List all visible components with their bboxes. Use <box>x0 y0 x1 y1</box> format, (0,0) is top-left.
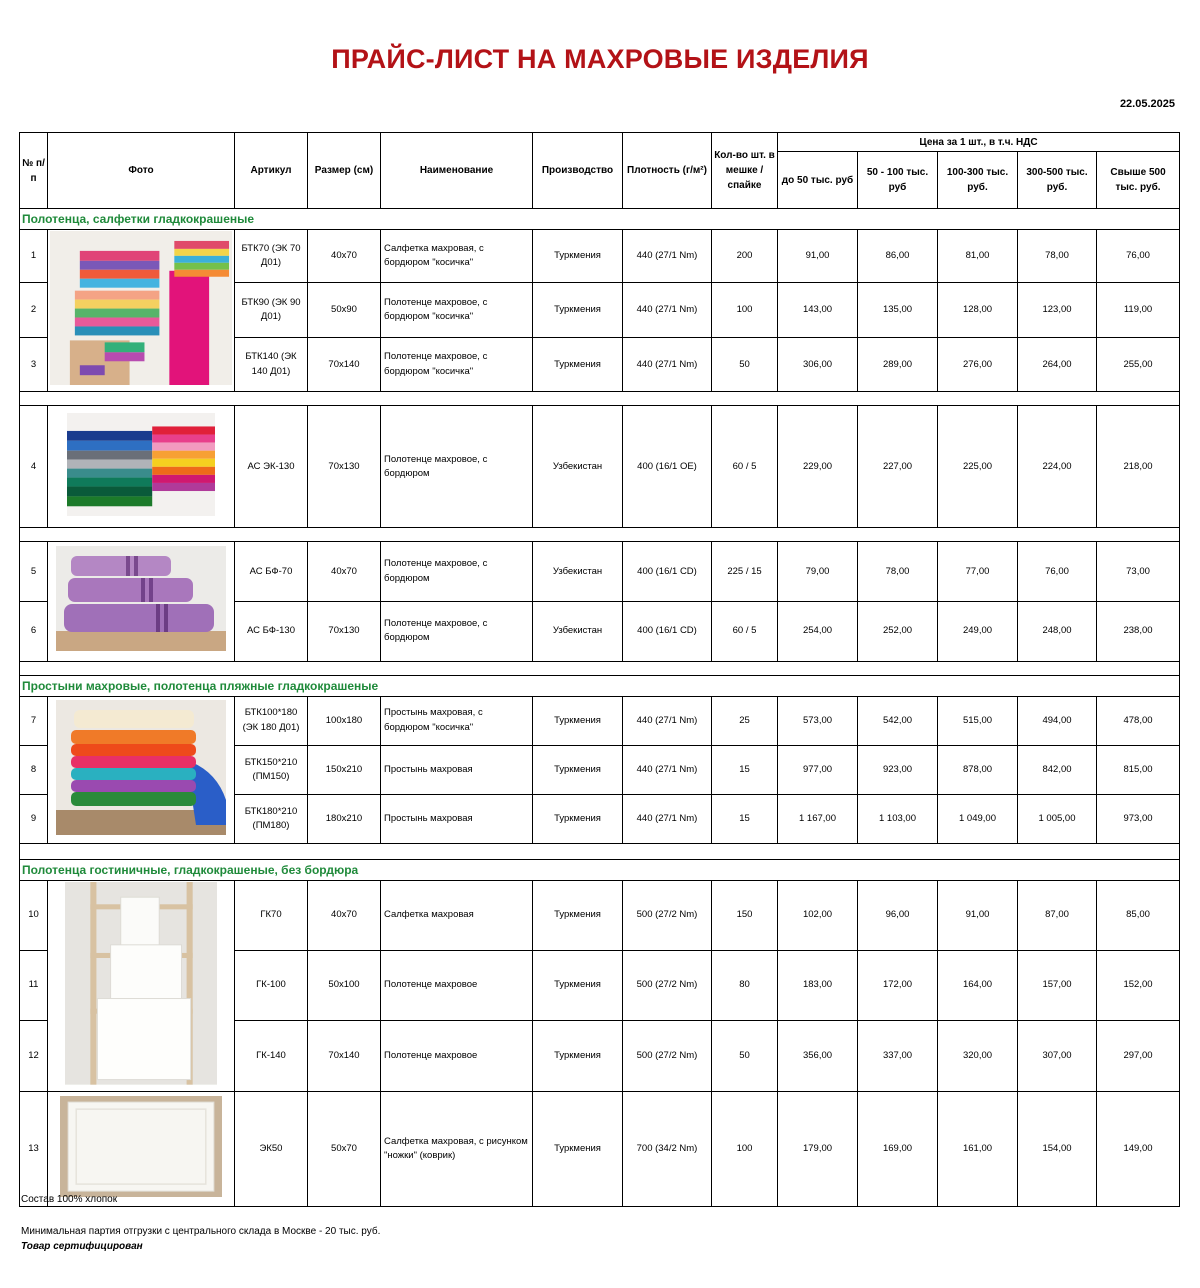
product-name: Салфетка махровая, с бордюром "косичка" <box>381 230 533 283</box>
production-country: Туркмения <box>533 230 623 283</box>
price-100-300k: 164,00 <box>938 950 1018 1021</box>
price-300-500k: 87,00 <box>1018 880 1097 950</box>
price-50-100k: 289,00 <box>858 337 938 391</box>
price-up-to-50k: 229,00 <box>778 406 858 528</box>
price-up-to-50k: 977,00 <box>778 745 858 794</box>
pack-quantity: 100 <box>712 1091 778 1207</box>
density: 440 (27/1 Nm) <box>623 337 712 391</box>
product-name: Полотенце махровое <box>381 950 533 1021</box>
production-country: Туркмения <box>533 1021 623 1092</box>
product-name: Полотенце махровое <box>381 1021 533 1092</box>
price-up-to-50k: 356,00 <box>778 1021 858 1092</box>
certified-note: Товар сертифицирован <box>21 1241 143 1252</box>
size: 100х180 <box>308 696 381 745</box>
row-number: 4 <box>20 406 48 528</box>
article: БТК70 (ЭК 70 Д01) <box>235 230 308 283</box>
density: 440 (27/1 Nm) <box>623 794 712 843</box>
header-num: № п/п <box>20 133 48 209</box>
price-100-300k: 91,00 <box>938 880 1018 950</box>
price-over-500k: 238,00 <box>1097 602 1180 662</box>
towel-rack-photo-icon <box>65 882 217 1085</box>
price-up-to-50k: 573,00 <box>778 696 858 745</box>
product-name: Полотенце махровое, с бордюром "косичка" <box>381 283 533 337</box>
production-country: Туркмения <box>533 696 623 745</box>
price-over-500k: 255,00 <box>1097 337 1180 391</box>
price-100-300k: 1 049,00 <box>938 794 1018 843</box>
price-over-500k: 73,00 <box>1097 542 1180 602</box>
row-number: 7 <box>20 696 48 745</box>
product-name: Простынь махровая <box>381 745 533 794</box>
price-up-to-50k: 143,00 <box>778 283 858 337</box>
header-photo: Фото <box>48 133 235 209</box>
size: 150х210 <box>308 745 381 794</box>
price-100-300k: 515,00 <box>938 696 1018 745</box>
density: 400 (16/1 OE) <box>623 406 712 528</box>
density: 400 (16/1 CD) <box>623 542 712 602</box>
table-row <box>20 230 1180 283</box>
price-over-500k: 119,00 <box>1097 283 1180 337</box>
pack-quantity: 60 / 5 <box>712 602 778 662</box>
price-300-500k: 123,00 <box>1018 283 1097 337</box>
min-order-note: Минимальная партия отгрузки с центрального склада в Москве - 20 тыс. руб. <box>21 1226 381 1237</box>
price-up-to-50k: 79,00 <box>778 542 858 602</box>
price-date: 22.05.2025 <box>1119 98 1175 110</box>
price-up-to-50k: 179,00 <box>778 1091 858 1207</box>
row-number: 13 <box>20 1091 48 1207</box>
price-300-500k: 494,00 <box>1018 696 1097 745</box>
section-title: Полотенца гостиничные, гладкокрашеные, без бордюра <box>20 859 1180 880</box>
spacer-row <box>20 661 1180 675</box>
header-density: Плотность (г/м²) <box>623 133 712 209</box>
product-photo-lilac-towels <box>48 542 235 661</box>
header-name: Наименование <box>381 133 533 209</box>
article: БТК100*180 (ЭК 180 Д01) <box>235 696 308 745</box>
price-50-100k: 227,00 <box>858 406 938 528</box>
size: 180х210 <box>308 794 381 843</box>
size: 40х70 <box>308 542 381 602</box>
price-300-500k: 248,00 <box>1018 602 1097 662</box>
product-photo-bath-sheets <box>48 696 235 843</box>
header-article: Артикул <box>235 133 308 209</box>
product-name: Салфетка махровая, с рисунком "ножки" (коврик) <box>381 1091 533 1207</box>
price-up-to-50k: 1 167,00 <box>778 794 858 843</box>
pack-quantity: 25 <box>712 696 778 745</box>
section-title: Простыни махровые, полотенца пляжные гладкокрашеные <box>20 675 1180 696</box>
production-country: Узбекистан <box>533 406 623 528</box>
lilac-towels-photo-icon <box>56 546 226 651</box>
production-country: Туркмения <box>533 1091 623 1207</box>
header-price-3: 100-300 тыс. руб. <box>938 152 1018 209</box>
article: ГК-140 <box>235 1021 308 1092</box>
price-over-500k: 297,00 <box>1097 1021 1180 1092</box>
price-300-500k: 157,00 <box>1018 950 1097 1021</box>
price-100-300k: 878,00 <box>938 745 1018 794</box>
density: 500 (27/2 Nm) <box>623 950 712 1021</box>
row-number: 8 <box>20 745 48 794</box>
article: БТК180*210 (ПМ180) <box>235 794 308 843</box>
production-country: Узбекистан <box>533 602 623 662</box>
price-300-500k: 842,00 <box>1018 745 1097 794</box>
row-number: 1 <box>20 230 48 283</box>
row-number: 11 <box>20 950 48 1021</box>
product-name: Полотенце махровое, с бордюром <box>381 406 533 528</box>
header-price-2: 50 - 100 тыс. руб <box>858 152 938 209</box>
price-100-300k: 77,00 <box>938 542 1018 602</box>
price-over-500k: 218,00 <box>1097 406 1180 528</box>
size: 50х70 <box>308 1091 381 1207</box>
price-50-100k: 135,00 <box>858 283 938 337</box>
row-number: 5 <box>20 542 48 602</box>
pack-quantity: 15 <box>712 745 778 794</box>
price-over-500k: 149,00 <box>1097 1091 1180 1207</box>
price-100-300k: 128,00 <box>938 283 1018 337</box>
price-up-to-50k: 102,00 <box>778 880 858 950</box>
towel-rows-photo-icon <box>67 413 215 516</box>
product-name: Полотенце махровое, с бордюром "косичка" <box>381 337 533 391</box>
product-name: Полотенце махровое, с бордюром <box>381 602 533 662</box>
table-row <box>20 542 1180 602</box>
price-50-100k: 923,00 <box>858 745 938 794</box>
density: 700 (34/2 Nm) <box>623 1091 712 1207</box>
production-country: Туркмения <box>533 337 623 391</box>
price-50-100k: 337,00 <box>858 1021 938 1092</box>
header-size: Размер (см) <box>308 133 381 209</box>
table-row <box>20 406 1180 528</box>
price-100-300k: 225,00 <box>938 406 1018 528</box>
header-price-5: Свыше 500 тыс. руб. <box>1097 152 1180 209</box>
header-price-group: Цена за 1 шт., в т.ч. НДС <box>778 133 1180 152</box>
article: БТК140 (ЭК 140 Д01) <box>235 337 308 391</box>
spacer-row <box>20 392 1180 406</box>
price-50-100k: 172,00 <box>858 950 938 1021</box>
article: АС БФ-70 <box>235 542 308 602</box>
price-over-500k: 152,00 <box>1097 950 1180 1021</box>
pack-quantity: 150 <box>712 880 778 950</box>
price-300-500k: 264,00 <box>1018 337 1097 391</box>
size: 40х70 <box>308 880 381 950</box>
price-300-500k: 1 005,00 <box>1018 794 1097 843</box>
article: БТК150*210 (ПМ150) <box>235 745 308 794</box>
bath-sheets-photo-icon <box>56 700 226 835</box>
production-country: Туркмения <box>533 950 623 1021</box>
size: 70х130 <box>308 602 381 662</box>
row-number: 9 <box>20 794 48 843</box>
price-50-100k: 1 103,00 <box>858 794 938 843</box>
price-100-300k: 161,00 <box>938 1091 1018 1207</box>
price-300-500k: 76,00 <box>1018 542 1097 602</box>
density: 440 (27/1 Nm) <box>623 745 712 794</box>
price-over-500k: 76,00 <box>1097 230 1180 283</box>
row-number: 3 <box>20 337 48 391</box>
price-up-to-50k: 91,00 <box>778 230 858 283</box>
price-100-300k: 276,00 <box>938 337 1018 391</box>
table-row <box>20 1091 1180 1207</box>
pack-quantity: 80 <box>712 950 778 1021</box>
size: 50х90 <box>308 283 381 337</box>
size: 50х100 <box>308 950 381 1021</box>
product-name: Полотенце махровое, с бордюром <box>381 542 533 602</box>
price-over-500k: 85,00 <box>1097 880 1180 950</box>
price-table <box>19 132 1180 1207</box>
table-row <box>20 696 1180 745</box>
price-100-300k: 320,00 <box>938 1021 1018 1092</box>
production-country: Туркмения <box>533 794 623 843</box>
product-name: Простынь махровая, с бордюром "косичка" <box>381 696 533 745</box>
row-number: 2 <box>20 283 48 337</box>
product-photo-colorful-towels <box>48 230 235 392</box>
header-price-1: до 50 тыс. руб <box>778 152 858 209</box>
production-country: Туркмения <box>533 745 623 794</box>
pack-quantity: 15 <box>712 794 778 843</box>
table-row <box>20 880 1180 950</box>
price-up-to-50k: 306,00 <box>778 337 858 391</box>
price-over-500k: 815,00 <box>1097 745 1180 794</box>
price-50-100k: 542,00 <box>858 696 938 745</box>
row-number: 10 <box>20 880 48 950</box>
article: ЭК50 <box>235 1091 308 1207</box>
spacer-row <box>20 528 1180 542</box>
page-title: ПРАЙС-ЛИСТ НА МАХРОВЫЕ ИЗДЕЛИЯ <box>331 44 869 74</box>
production-country: Туркмения <box>533 880 623 950</box>
density: 440 (27/1 Nm) <box>623 283 712 337</box>
header-price-4: 300-500 тыс. руб. <box>1018 152 1097 209</box>
article: АС ЭК-130 <box>235 406 308 528</box>
header-production: Производство <box>533 133 623 209</box>
row-number: 6 <box>20 602 48 662</box>
pack-quantity: 100 <box>712 283 778 337</box>
size: 70х140 <box>308 337 381 391</box>
price-over-500k: 478,00 <box>1097 696 1180 745</box>
pack-quantity: 60 / 5 <box>712 406 778 528</box>
pack-quantity: 50 <box>712 337 778 391</box>
product-name: Салфетка махровая <box>381 880 533 950</box>
pack-quantity: 225 / 15 <box>712 542 778 602</box>
size: 70х140 <box>308 1021 381 1092</box>
price-100-300k: 81,00 <box>938 230 1018 283</box>
section-title: Полотенца, салфетки гладкокрашеные <box>20 209 1180 230</box>
price-100-300k: 249,00 <box>938 602 1018 662</box>
article: ГК-100 <box>235 950 308 1021</box>
density: 440 (27/1 Nm) <box>623 696 712 745</box>
article: АС БФ-130 <box>235 602 308 662</box>
bath-mat-photo-icon <box>60 1096 222 1197</box>
density: 500 (27/2 Nm) <box>623 1021 712 1092</box>
towel-stack-photo-icon <box>50 231 232 385</box>
header-qty: Кол-во шт. в мешке / спайке <box>712 133 778 209</box>
price-300-500k: 154,00 <box>1018 1091 1097 1207</box>
size: 70х130 <box>308 406 381 528</box>
price-300-500k: 78,00 <box>1018 230 1097 283</box>
price-50-100k: 78,00 <box>858 542 938 602</box>
row-number: 12 <box>20 1021 48 1092</box>
product-name: Простынь махровая <box>381 794 533 843</box>
production-country: Узбекистан <box>533 542 623 602</box>
article: БТК90 (ЭК 90 Д01) <box>235 283 308 337</box>
price-50-100k: 252,00 <box>858 602 938 662</box>
spacer-row <box>20 843 1180 859</box>
composition-note: Состав 100% хлопок <box>21 1194 118 1205</box>
product-photo-hotel-towels-rack <box>48 880 235 1091</box>
density: 500 (27/2 Nm) <box>623 880 712 950</box>
price-300-500k: 224,00 <box>1018 406 1097 528</box>
price-up-to-50k: 183,00 <box>778 950 858 1021</box>
price-50-100k: 169,00 <box>858 1091 938 1207</box>
article: ГК70 <box>235 880 308 950</box>
product-photo-rainbow-towels <box>48 406 235 528</box>
price-300-500k: 307,00 <box>1018 1021 1097 1092</box>
density: 400 (16/1 CD) <box>623 602 712 662</box>
product-photo-bath-mat <box>48 1091 235 1207</box>
price-50-100k: 86,00 <box>858 230 938 283</box>
price-over-500k: 973,00 <box>1097 794 1180 843</box>
price-50-100k: 96,00 <box>858 880 938 950</box>
density: 440 (27/1 Nm) <box>623 230 712 283</box>
pack-quantity: 50 <box>712 1021 778 1092</box>
pack-quantity: 200 <box>712 230 778 283</box>
size: 40х70 <box>308 230 381 283</box>
production-country: Туркмения <box>533 283 623 337</box>
price-up-to-50k: 254,00 <box>778 602 858 662</box>
